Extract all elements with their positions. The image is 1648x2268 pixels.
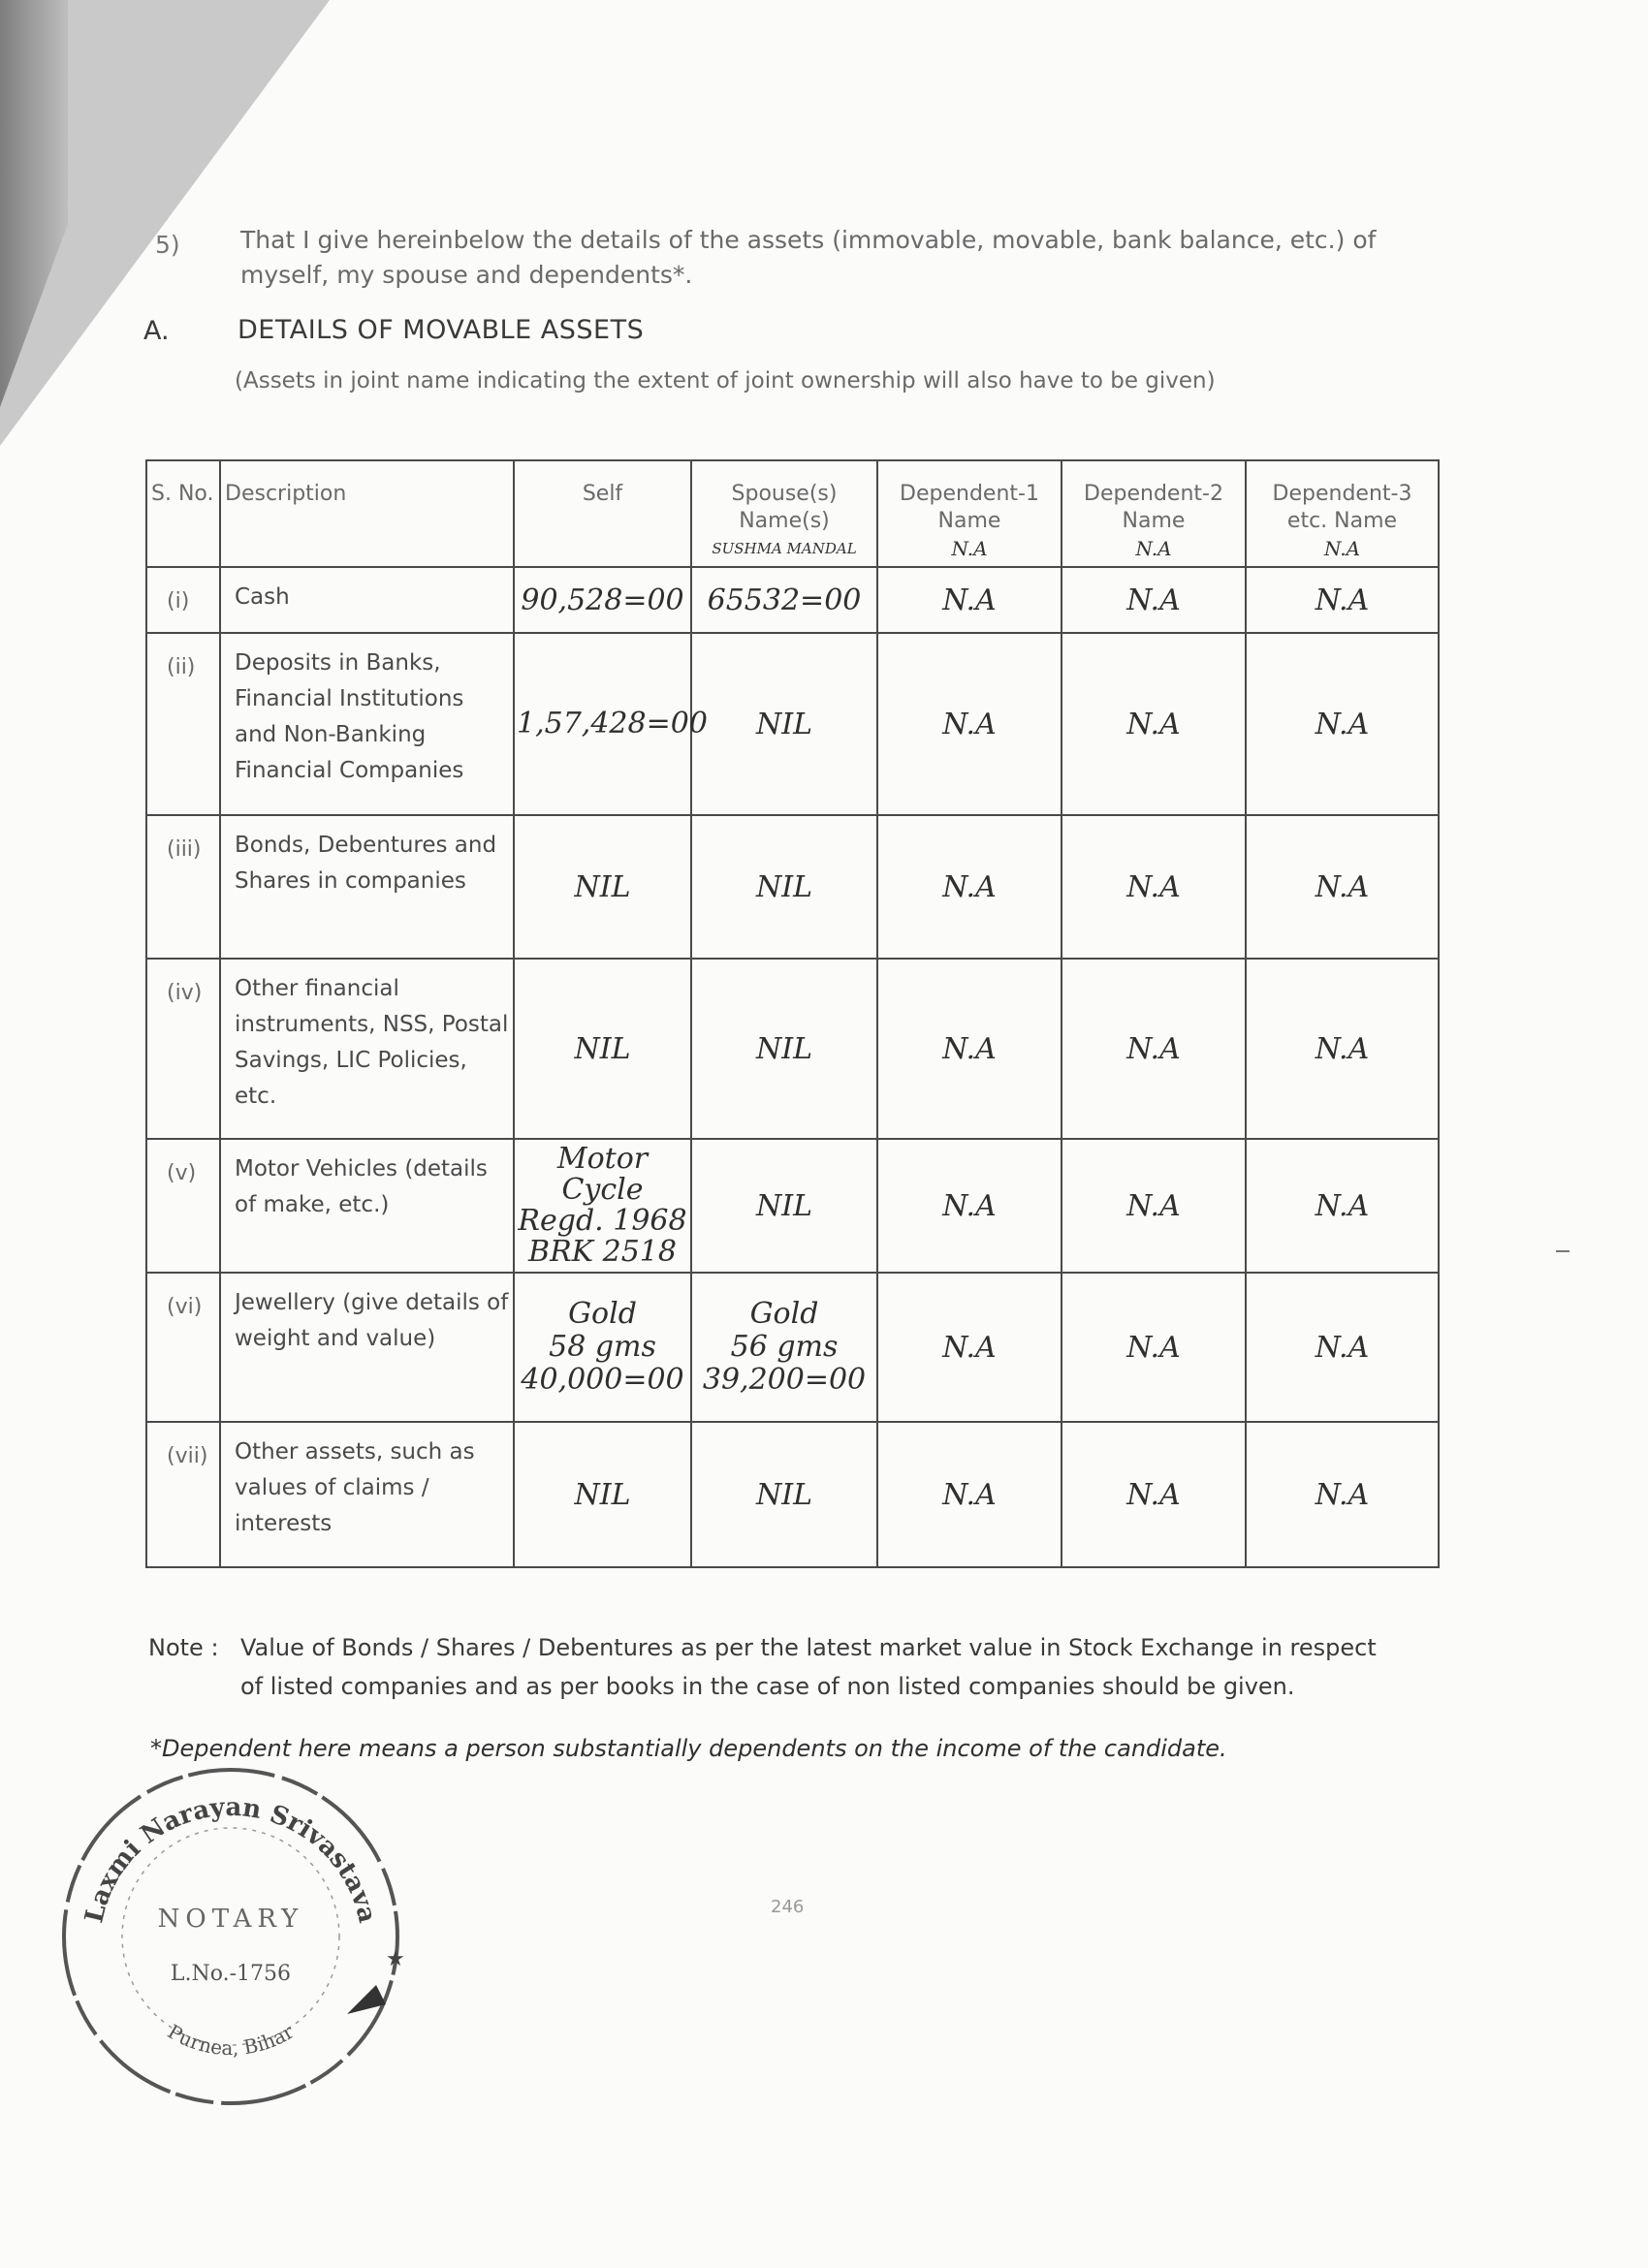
seal-reg-number: L.No.-1756 bbox=[170, 1962, 292, 1986]
cell-dep3: N.A bbox=[1246, 1273, 1439, 1422]
cell-sno: (i) bbox=[146, 567, 220, 633]
header-dep3-label: Dependent-3 etc. Name bbox=[1272, 482, 1412, 533]
cell-spouse bbox=[691, 1422, 877, 1567]
table-row bbox=[146, 1273, 1439, 1422]
cell-spouse-line: NIL bbox=[755, 707, 813, 741]
cell-spouse-line: 65532=00 bbox=[707, 583, 862, 617]
cell-self-line: 58 gms bbox=[549, 1330, 656, 1364]
header-dependent-2 bbox=[1062, 460, 1246, 567]
cell-sno: (ii) bbox=[146, 633, 220, 815]
cell-self bbox=[514, 633, 708, 815]
cell-dep3: N.A bbox=[1246, 1139, 1439, 1273]
cell-sno: (vii) bbox=[146, 1422, 220, 1567]
cell-self-line: NIL bbox=[574, 1031, 631, 1066]
cell-self bbox=[514, 1139, 691, 1273]
note-line-1: Value of Bonds / Shares / Debentures as per the latest market value in Stock Exchange in respect bbox=[240, 1634, 1377, 1661]
cell-spouse bbox=[691, 633, 877, 815]
svg-text:Purnea, Bihar bbox=[164, 2020, 299, 2061]
cell-sno: (iv) bbox=[146, 959, 220, 1139]
table-body bbox=[146, 567, 1439, 1567]
cell-self-line: Gold bbox=[568, 1297, 637, 1331]
cell-self bbox=[514, 1273, 691, 1422]
cell-spouse-line: NIL bbox=[755, 869, 813, 904]
header-dep2-label: Dependent-2 Name bbox=[1084, 482, 1223, 533]
cell-dep2: N.A bbox=[1062, 815, 1246, 959]
cell-spouse-line: Gold bbox=[749, 1297, 819, 1331]
declaration-number: 5) bbox=[155, 231, 180, 259]
cell-dep3: N.A bbox=[1246, 633, 1439, 815]
notary-seal bbox=[56, 1762, 405, 2111]
section-letter: A. bbox=[143, 316, 170, 346]
header-spouse-name: SUSHMA MANDAL bbox=[712, 540, 857, 557]
cell-dep2: N.A bbox=[1062, 959, 1246, 1139]
cell-sno: (vi) bbox=[146, 1273, 220, 1422]
cell-description: Motor Vehicles (details of make, etc.) bbox=[220, 1139, 514, 1273]
header-spouse-label: Spouse(s) Name(s) bbox=[731, 482, 838, 533]
cell-spouse bbox=[691, 959, 877, 1139]
cell-description: Deposits in Banks, Financial Institutions and Non-Banking Financial Companies bbox=[220, 633, 514, 815]
cell-spouse bbox=[691, 567, 877, 633]
cell-self bbox=[514, 1422, 691, 1567]
cell-spouse bbox=[691, 1139, 877, 1273]
cell-dep2: N.A bbox=[1062, 1139, 1246, 1273]
header-dep2-name: N.A bbox=[1135, 537, 1172, 560]
seal-star-icon: ★ bbox=[386, 1947, 405, 1971]
cell-dep2: N.A bbox=[1062, 633, 1246, 815]
dependent-footnote: *Dependent here means a person substantially dependents on the income of the candidate. bbox=[150, 1735, 1227, 1762]
header-dep3-name: N.A bbox=[1323, 537, 1361, 560]
cell-dep1: N.A bbox=[877, 1273, 1062, 1422]
cell-spouse-line: 56 gms bbox=[730, 1330, 839, 1364]
cell-self-line: 40,000=00 bbox=[521, 1363, 684, 1397]
cell-sno: (iii) bbox=[146, 815, 220, 959]
header-spouse bbox=[691, 460, 877, 567]
cell-spouse-line: 39,200=00 bbox=[702, 1363, 867, 1397]
seal-middle-text: NOTARY bbox=[157, 1905, 304, 1934]
note-label: Note : bbox=[148, 1634, 219, 1661]
cell-description: Jewellery (give details of weight and value) bbox=[220, 1273, 514, 1422]
movable-assets-table bbox=[145, 459, 1440, 1568]
cell-self-line: 90,528=00 bbox=[521, 583, 684, 617]
table-row bbox=[146, 567, 1439, 633]
note-line-2: of listed companies and as per books in the case of non listed companies should be given. bbox=[240, 1673, 1295, 1700]
table-row bbox=[146, 1422, 1439, 1567]
cell-dep1: N.A bbox=[877, 959, 1062, 1139]
header-dependent-3 bbox=[1246, 460, 1439, 567]
header-dep1-name: N.A bbox=[951, 537, 988, 560]
cell-self-line: BRK 2518 bbox=[528, 1235, 677, 1269]
table-row bbox=[146, 959, 1439, 1139]
cell-spouse-line: NIL bbox=[755, 1477, 813, 1512]
cell-spouse bbox=[691, 815, 877, 959]
header-sno: S. No. bbox=[146, 460, 220, 567]
cell-spouse-line: NIL bbox=[755, 1188, 813, 1223]
cell-description: Cash bbox=[220, 567, 514, 633]
cell-dep3: N.A bbox=[1246, 1422, 1439, 1567]
header-dep1-label: Dependent-1 Name bbox=[900, 482, 1039, 533]
page-number: 246 bbox=[771, 1897, 805, 1917]
cell-dep1: N.A bbox=[877, 815, 1062, 959]
cell-dep2: N.A bbox=[1062, 567, 1246, 633]
cell-dep3: N.A bbox=[1246, 815, 1439, 959]
cell-dep2: N.A bbox=[1062, 1273, 1246, 1422]
cell-self-line: 1,57,428=00 bbox=[517, 707, 708, 740]
cell-description: Bonds, Debentures and Shares in companies bbox=[220, 815, 514, 959]
scan-mark bbox=[1556, 1250, 1569, 1252]
section-subtitle: (Assets in joint name indicating the extent of joint ownership will also have to be given) bbox=[235, 368, 1216, 394]
cell-dep1: N.A bbox=[877, 567, 1062, 633]
cell-dep1: N.A bbox=[877, 1139, 1062, 1273]
section-title: DETAILS OF MOVABLE ASSETS bbox=[238, 315, 645, 345]
cell-dep1: N.A bbox=[877, 633, 1062, 815]
cell-sno: (v) bbox=[146, 1139, 220, 1273]
seal-top-text: Laxmi Narayan Srivastava bbox=[79, 1792, 382, 1926]
table-row bbox=[146, 815, 1439, 959]
note bbox=[148, 1628, 1447, 1706]
declaration-text: That I give hereinbelow the details of the assets (immovable, movable, bank balance, etc.) of myself, my spouse and dependents*. bbox=[240, 226, 1377, 289]
cell-description: Other assets, such as values of claims / interests bbox=[220, 1422, 514, 1567]
cell-spouse-line: NIL bbox=[755, 1031, 813, 1066]
cell-dep1: N.A bbox=[877, 1422, 1062, 1567]
cell-self bbox=[514, 815, 691, 959]
cell-dep2: N.A bbox=[1062, 1422, 1246, 1567]
table-header-row bbox=[146, 460, 1439, 567]
cell-self-line: NIL bbox=[574, 869, 631, 904]
cell-dep3: N.A bbox=[1246, 959, 1439, 1139]
cell-self-line: NIL bbox=[574, 1477, 631, 1512]
table-row bbox=[146, 633, 1439, 815]
seal-bottom-text: Purnea, Bihar bbox=[163, 2019, 299, 2061]
cell-spouse bbox=[691, 1273, 877, 1422]
cell-self-line: Regd. 1968 bbox=[518, 1204, 687, 1238]
cell-self-line: Motor Cycle bbox=[556, 1142, 649, 1207]
cell-self bbox=[514, 567, 691, 633]
table-row bbox=[146, 1139, 1439, 1273]
cell-self bbox=[514, 959, 691, 1139]
header-self: Self bbox=[514, 460, 691, 567]
cell-description: Other financial instruments, NSS, Postal Savings, LIC Policies, etc. bbox=[220, 959, 514, 1139]
header-description: Description bbox=[220, 460, 514, 567]
header-dependent-1 bbox=[877, 460, 1062, 567]
cell-dep3: N.A bbox=[1246, 567, 1439, 633]
